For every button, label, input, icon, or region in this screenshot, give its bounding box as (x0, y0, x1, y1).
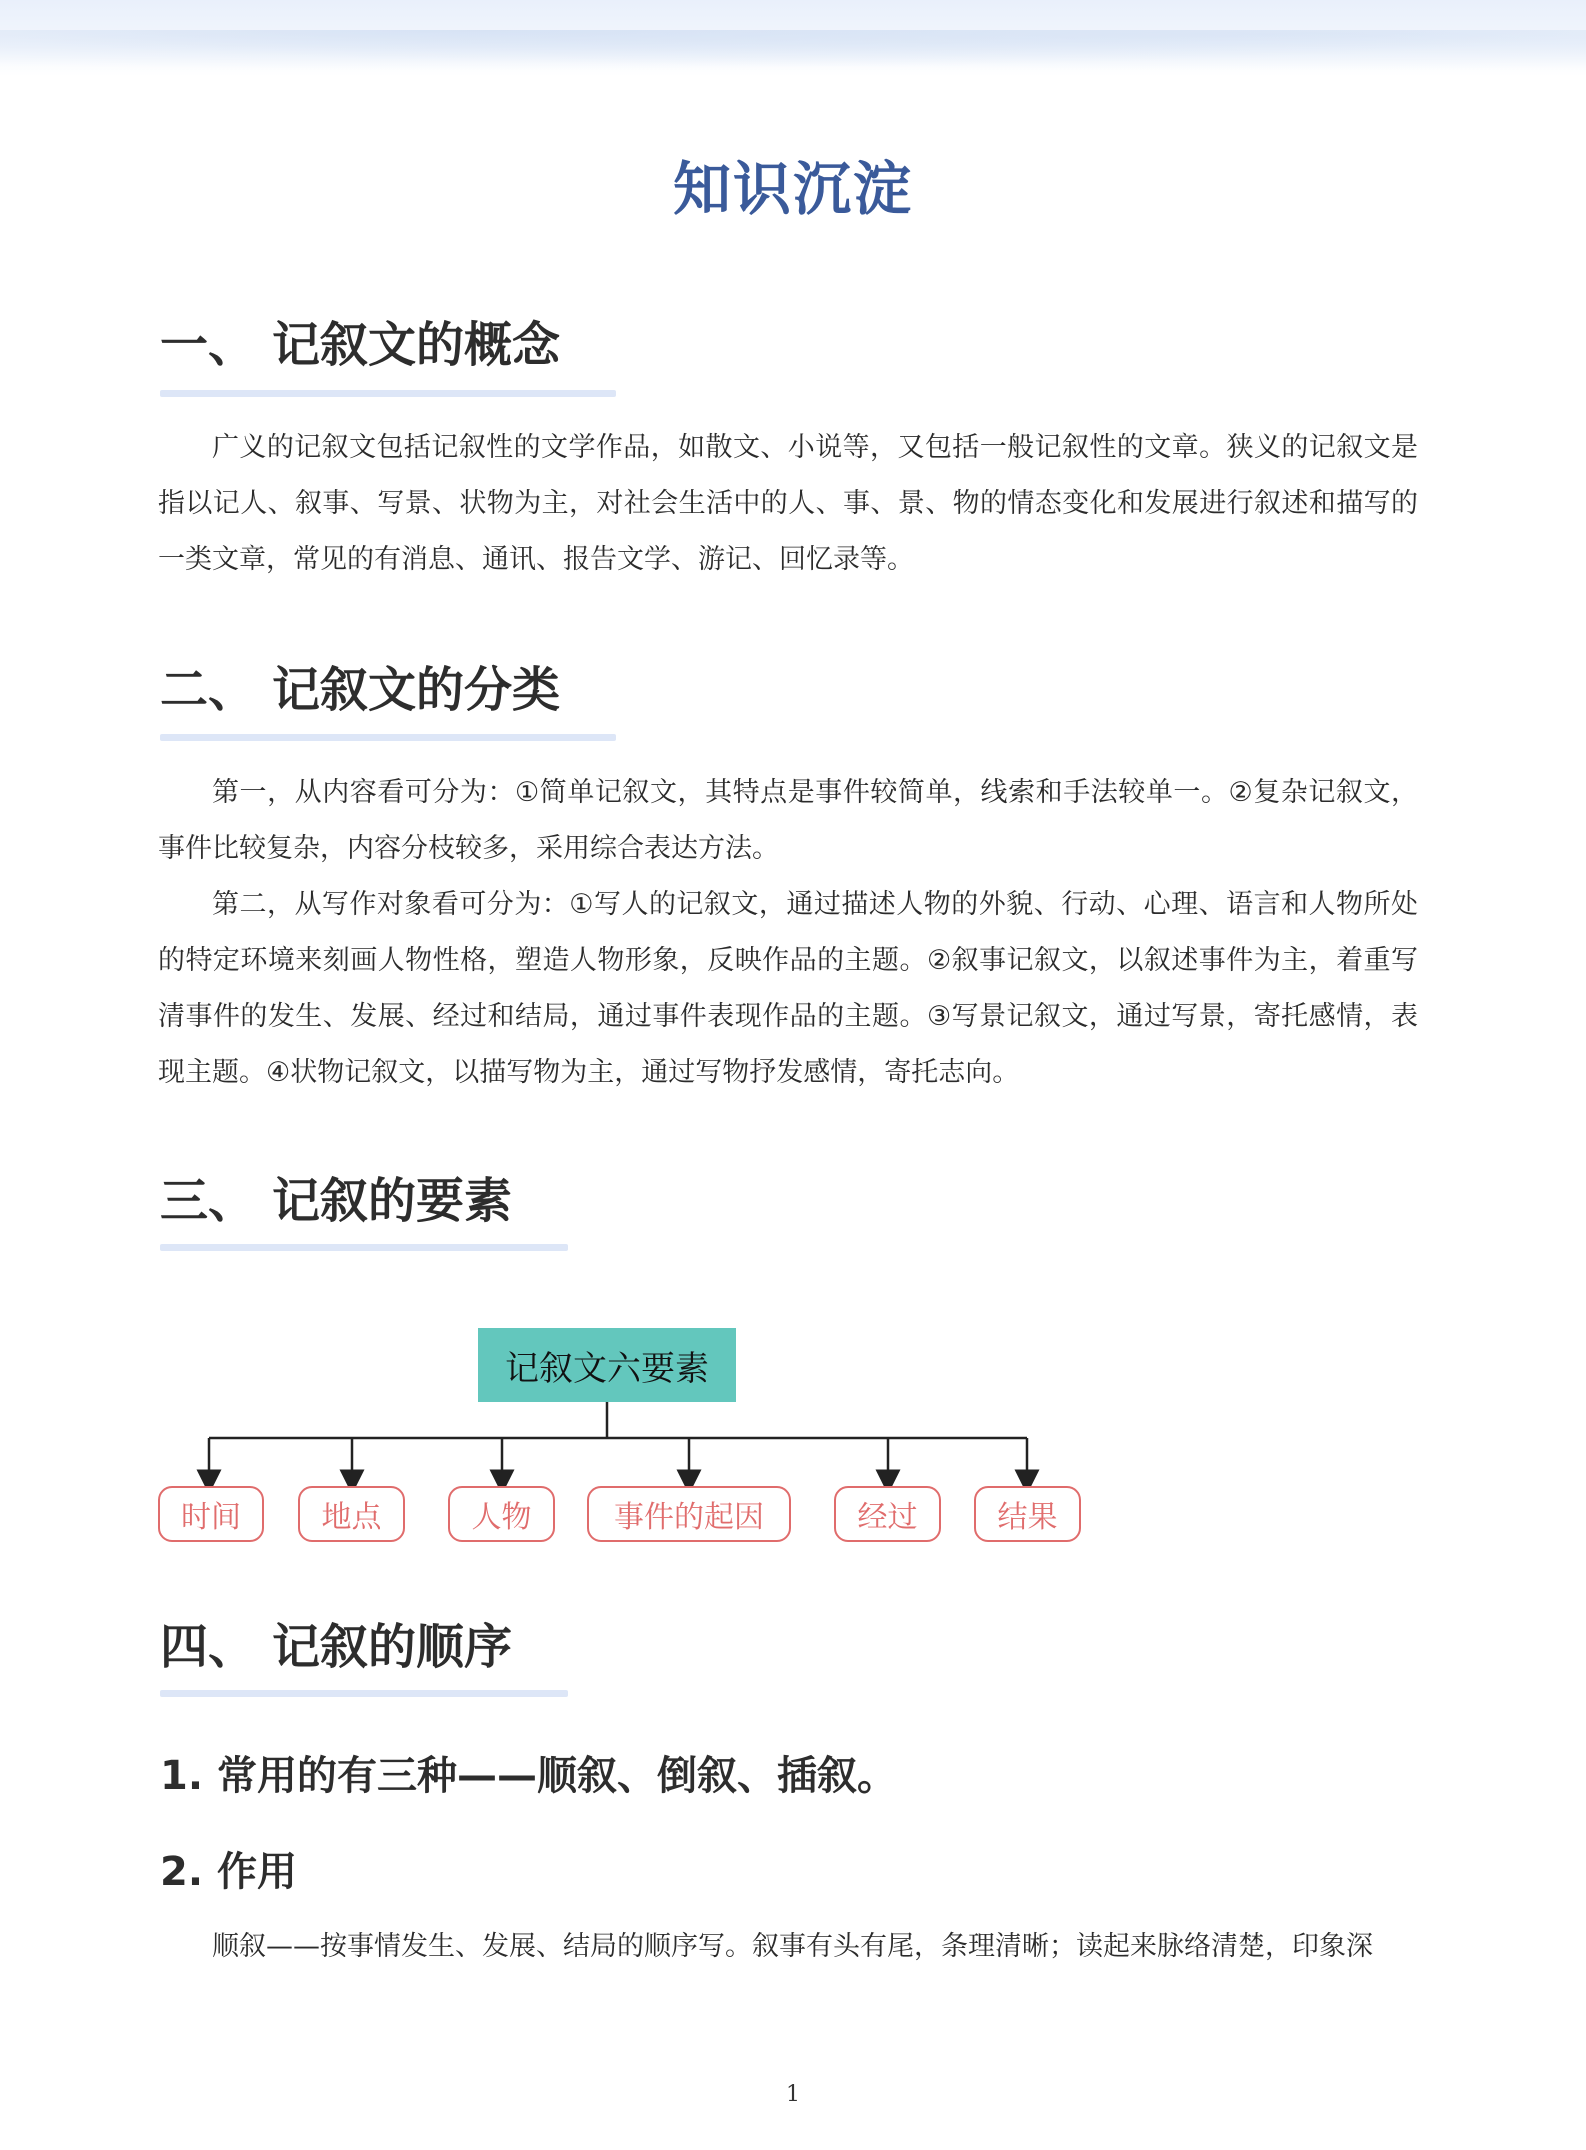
sub-heading-1: 1. 常用的有三种——顺叙、倒叙、插叙。 (160, 1753, 897, 1799)
section-heading-4 (160, 1608, 512, 1677)
section-number: 四、 (160, 1619, 257, 1675)
section-number: 二、 (160, 662, 257, 718)
element-node-result: 结果 (974, 1486, 1081, 1542)
paragraph: 广义的记叙文包括记叙性的文学作品，如散文、小说等，又包括一般记叙性的文章。狭义的记叙文是指以记人、叙事、写景、状物为主，对社会生活中的人、事、景、物的情态变化和发展进行叙述和描写的一类文章，常见的有消息、通讯、报告文学、游记、回忆录等。 (158, 432, 1418, 575)
paragraph: 第二，从写作对象看可分为：①写人的记叙文，通过描述人物的外貌、行动、心理、语言和人物所处的特定环境来刻画人物性格，塑造人物形象，反映作品的主题。②叙事记叙文，以叙述事件为主，着重写清事件的发生、发展、经过和结局，通过事件表现作品的主题。③写景记叙文，通过写景，寄托感情，表现主题。④状物记叙文，以描写物为主，通过写物抒发感情，寄托志向。 (158, 889, 1418, 1088)
section-number: 一、 (160, 317, 257, 373)
element-node-place: 地点 (298, 1486, 405, 1542)
page-number: 1 (786, 2082, 800, 2107)
paragraph: 第一，从内容看可分为：①简单记叙文，其特点是事件较简单，线索和手法较单一。②复杂记叙文，事件比较复杂，内容分枝较多，采用综合表达方法。 (158, 777, 1418, 864)
element-node-process: 经过 (834, 1486, 941, 1542)
heading-underline (160, 1690, 568, 1697)
section-title: 记叙的顺序 (272, 1619, 513, 1675)
section-number: 三、 (160, 1173, 257, 1229)
diagram-root-node: 记叙文六要素 (478, 1328, 736, 1402)
sub-heading-2: 2. 作用 (160, 1849, 297, 1895)
document-title: 知识沉淀 (672, 155, 913, 223)
section-title: 记叙的要素 (272, 1173, 513, 1229)
element-node-character: 人物 (448, 1486, 555, 1542)
paragraph: 顺叙——按事情发生、发展、结局的顺序写。叙事有头有尾，条理清晰；读起来脉络清楚，印象深 (212, 1931, 1373, 1962)
section-title: 记叙文的分类 (272, 662, 561, 718)
element-node-time: 时间 (158, 1486, 264, 1542)
section-title: 记叙文的概念 (272, 317, 561, 373)
element-node-cause: 事件的起因 (587, 1486, 791, 1542)
